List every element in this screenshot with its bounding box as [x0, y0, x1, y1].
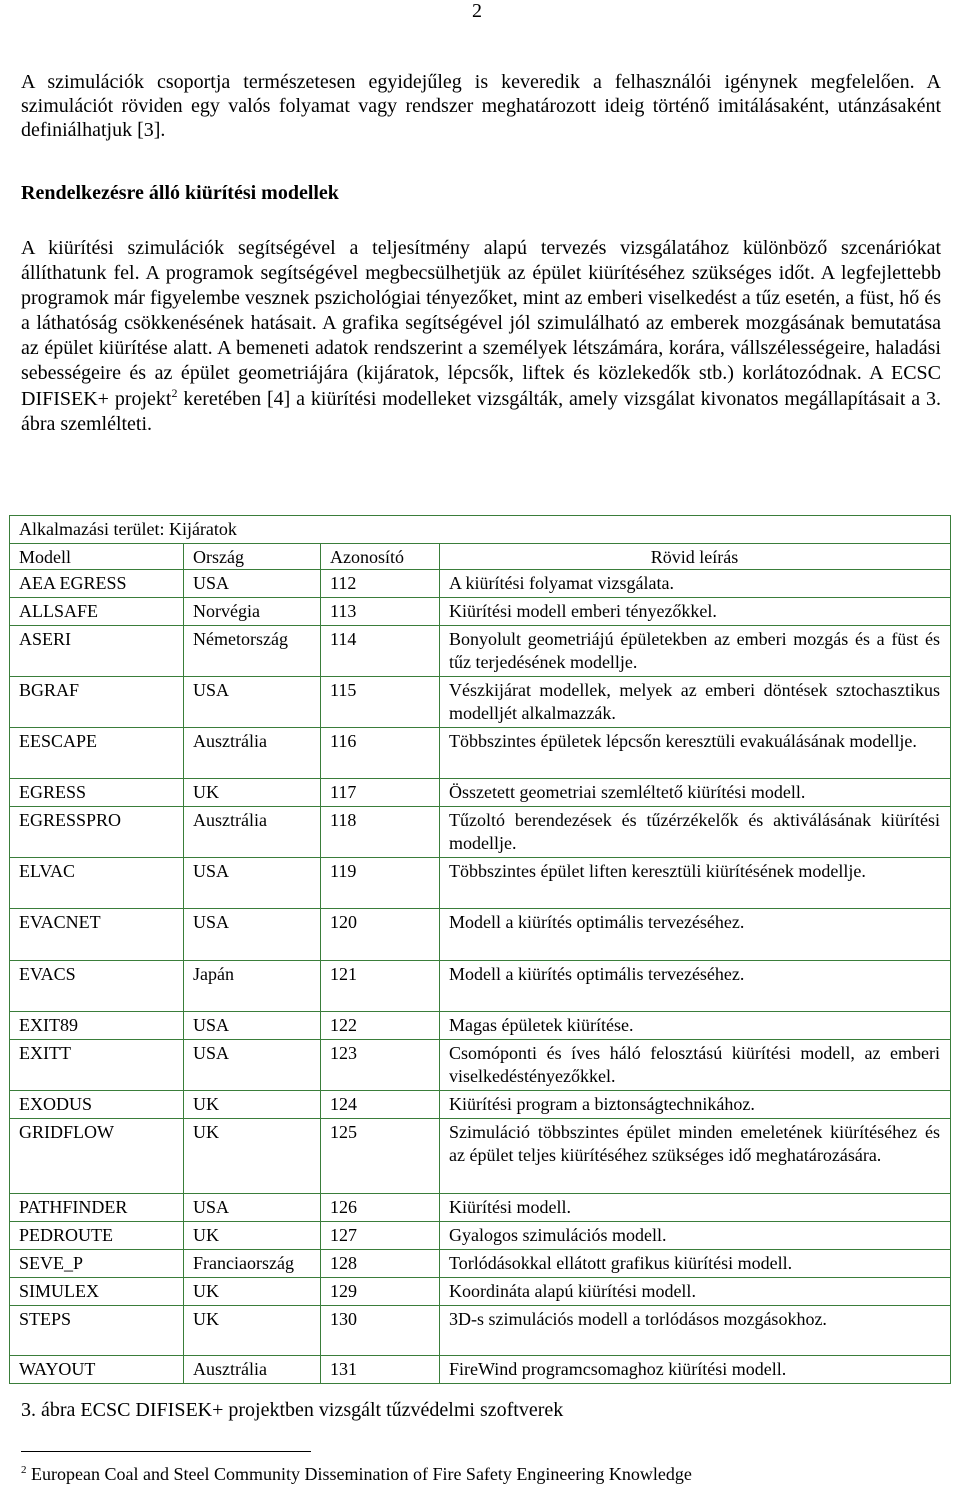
cell-country: Franciaország — [184, 1250, 321, 1278]
cell-id: 121 — [321, 961, 440, 1012]
cell-country: UK — [184, 1091, 321, 1119]
figure-caption: 3. ábra ECSC DIFISEK+ projektben vizsgált tűzvédelmi szoftverek — [21, 1399, 564, 1421]
cell-model: ALLSAFE — [10, 598, 184, 626]
body-text-part-2: A bemeneti adatok rendszerint a személyek létszámára, korára, vállszélességeire, haladási sebességeire és az épület geometriájára (kijáratok, lépcsők, liftek és közlekedők stb.) korlátozódnak. A ECSC DIFISEK+ projekt — [21, 337, 941, 410]
cell-model: PEDROUTE — [10, 1222, 184, 1250]
cell-description: Magas épületek kiürítése. — [449, 1015, 634, 1035]
cell-id: 114 — [321, 626, 440, 677]
table-row — [10, 1278, 951, 1306]
cell-description: Tűzoltó berendezések és tűzérzékelők és aktiválásának kiürítési modellje. — [449, 810, 940, 853]
cell-country: UK — [184, 1119, 321, 1194]
cell-model: PATHFINDER — [10, 1194, 184, 1222]
cell-description: 3D-s szimulációs modell a torlódásos mozgásokhoz. — [449, 1309, 827, 1329]
table-row — [10, 598, 951, 626]
cell-country: USA — [184, 570, 321, 598]
table-row — [10, 570, 951, 598]
cell-id: 113 — [321, 598, 440, 626]
cell-country: Ausztrália — [184, 728, 321, 779]
cell-id: 116 — [321, 728, 440, 779]
cell-country: Ausztrália — [184, 807, 321, 858]
cell-model: EESCAPE — [10, 728, 184, 779]
table-row — [10, 909, 951, 961]
header-cell-country: Ország — [184, 544, 321, 570]
table-row — [10, 1194, 951, 1222]
cell-country: UK — [184, 1222, 321, 1250]
cell-description: Vészkijárat modellek, melyek az emberi döntések sztochasztikus modelljét alkalmazzák. — [449, 680, 940, 723]
body-text-part-1: A kiürítési szimulációk segítségével a teljesítmény alapú tervezés vizsgálatához különböző szcenáriókat állíthatunk fel. A programok segítségével megbecsülhetjük az épület kiürítéséhez szükséges időt. A legfejlettebb programok már figyelembe vesznek pszichológiai tényezőket, mint az emberi viselkedést a tűz esetén, a füst, hő és a láthatóság csökkenésének hatásait. A grafika segítségével jól szimulálható az emberek mozgásának bemutatása az épület kiürítése alatt. — [21, 237, 941, 360]
page-number: 2 — [472, 0, 482, 22]
table-row — [10, 1012, 951, 1040]
cell-id: 130 — [321, 1306, 440, 1356]
footnote-divider — [21, 1451, 311, 1452]
table-row — [10, 1306, 951, 1356]
cell-id: 128 — [321, 1250, 440, 1278]
body-paragraph — [21, 236, 941, 437]
table-row — [10, 1091, 951, 1119]
cell-model: EXITT — [10, 1040, 184, 1091]
table-header-row — [10, 544, 951, 570]
cell-description: Szimuláció többszintes épület minden emeletének kiürítéséhez és az épület teljes kiürítéséhez szükséges idő meghatározására. — [449, 1122, 940, 1165]
cell-description: Bonyolult geometriájú épületekben az emberi mozgás és a füst és tűz terjedésének modellje. — [449, 629, 940, 672]
cell-description: Modell a kiürítés optimális tervezéséhez. — [449, 964, 745, 984]
body-text-part-3: keretében [4] a kiürítési modelleket vizsgálták, amely vizsgálat kivonatos megállapításait a 3. ábra szemlélteti. — [21, 387, 942, 435]
cell-description: Modell a kiürítés optimális tervezéséhez. — [449, 912, 745, 932]
cell-country: UK — [184, 779, 321, 807]
cell-country: Norvégia — [184, 598, 321, 626]
cell-description: Többszintes épületek lépcsőn keresztüli evakuálásának modellje. — [449, 731, 917, 751]
cell-country: Japán — [184, 961, 321, 1012]
software-table-container — [9, 515, 951, 1384]
cell-country: Németország — [184, 626, 321, 677]
header-cell-id: Azonosító — [321, 544, 440, 570]
cell-description: Csomóponti és íves háló felosztású kiürítési modell, az emberi viselkedéstényezőkkel. — [449, 1043, 940, 1086]
table-row — [10, 779, 951, 807]
table-row — [10, 961, 951, 1012]
cell-model: EGRESSPRO — [10, 807, 184, 858]
cell-description: A kiürítési folyamat vizsgálata. — [449, 573, 674, 593]
table-row — [10, 728, 951, 779]
cell-model: EGRESS — [10, 779, 184, 807]
software-table — [9, 543, 951, 1384]
cell-model: WAYOUT — [10, 1356, 184, 1384]
cell-id: 118 — [321, 807, 440, 858]
cell-id: 131 — [321, 1356, 440, 1384]
intro-paragraph: A szimulációk csoportja természetesen egyidejűleg is keveredik a felhasználói igénynek megfelelően. A szimulációt röviden egy valós folyamat vagy rendszer meghatározott ideig történő imitálásaként, utánzásaként definiálhatjuk [3]. — [21, 71, 941, 142]
cell-id: 129 — [321, 1278, 440, 1306]
table-row — [10, 1356, 951, 1384]
cell-country: USA — [184, 1040, 321, 1091]
cell-id: 120 — [321, 909, 440, 961]
cell-country: UK — [184, 1278, 321, 1306]
cell-country: Ausztrália — [184, 1356, 321, 1384]
cell-description: Összetett geometriai szemléltető kiürítési modell. — [449, 782, 806, 802]
section-heading: Rendelkezésre álló kiürítési modellek — [21, 182, 339, 204]
cell-country: USA — [184, 1194, 321, 1222]
cell-id: 124 — [321, 1091, 440, 1119]
footnote — [21, 1462, 692, 1486]
cell-description: FireWind programcsomaghoz kiürítési modell. — [449, 1359, 787, 1379]
table-row — [10, 1222, 951, 1250]
table-row — [10, 626, 951, 677]
cell-description: Koordináta alapú kiürítési modell. — [449, 1281, 696, 1301]
cell-id: 126 — [321, 1194, 440, 1222]
cell-id: 123 — [321, 1040, 440, 1091]
cell-model: EXIT89 — [10, 1012, 184, 1040]
footnote-text: European Coal and Steel Community Dissemination of Fire Safety Engineering Knowledge — [31, 1464, 692, 1484]
cell-country: USA — [184, 909, 321, 961]
header-cell-model: Modell — [10, 544, 184, 570]
cell-model: EVACS — [10, 961, 184, 1012]
footnote-mark: 2 — [21, 1464, 27, 1476]
table-row — [10, 1119, 951, 1194]
cell-description: Kiürítési modell emberi tényezőkkel. — [449, 601, 717, 621]
table-row — [10, 1250, 951, 1278]
cell-description: Torlódásokkal ellátott grafikus kiürítési modell. — [449, 1253, 793, 1273]
table-row — [10, 858, 951, 909]
cell-description: Kiürítési program a biztonságtechnikához. — [449, 1094, 755, 1114]
header-cell-description: Rövid leírás — [440, 544, 951, 570]
cell-model: AEA EGRESS — [10, 570, 184, 598]
cell-description: Kiürítési modell. — [449, 1197, 571, 1217]
cell-id: 112 — [321, 570, 440, 598]
cell-id: 119 — [321, 858, 440, 909]
table-row — [10, 677, 951, 728]
cell-id: 117 — [321, 779, 440, 807]
cell-model: STEPS — [10, 1306, 184, 1356]
table-row — [10, 807, 951, 858]
cell-model: EXODUS — [10, 1091, 184, 1119]
cell-model: ASERI — [10, 626, 184, 677]
footnote-reference: 2 — [171, 385, 178, 400]
cell-id: 125 — [321, 1119, 440, 1194]
cell-id: 127 — [321, 1222, 440, 1250]
cell-model: EVACNET — [10, 909, 184, 961]
cell-country: USA — [184, 677, 321, 728]
cell-model: SIMULEX — [10, 1278, 184, 1306]
table-title: Alkalmazási terület: Kijáratok — [9, 515, 951, 543]
cell-id: 115 — [321, 677, 440, 728]
cell-country: USA — [184, 858, 321, 909]
cell-country: USA — [184, 1012, 321, 1040]
table-row — [10, 1040, 951, 1091]
cell-model: ELVAC — [10, 858, 184, 909]
cell-model: GRIDFLOW — [10, 1119, 184, 1194]
cell-description: Többszintes épület liften keresztüli kiürítésének modellje. — [449, 861, 866, 881]
cell-model: SEVE_P — [10, 1250, 184, 1278]
cell-country: UK — [184, 1306, 321, 1356]
cell-description: Gyalogos szimulációs modell. — [449, 1225, 667, 1245]
cell-model: BGRAF — [10, 677, 184, 728]
cell-id: 122 — [321, 1012, 440, 1040]
